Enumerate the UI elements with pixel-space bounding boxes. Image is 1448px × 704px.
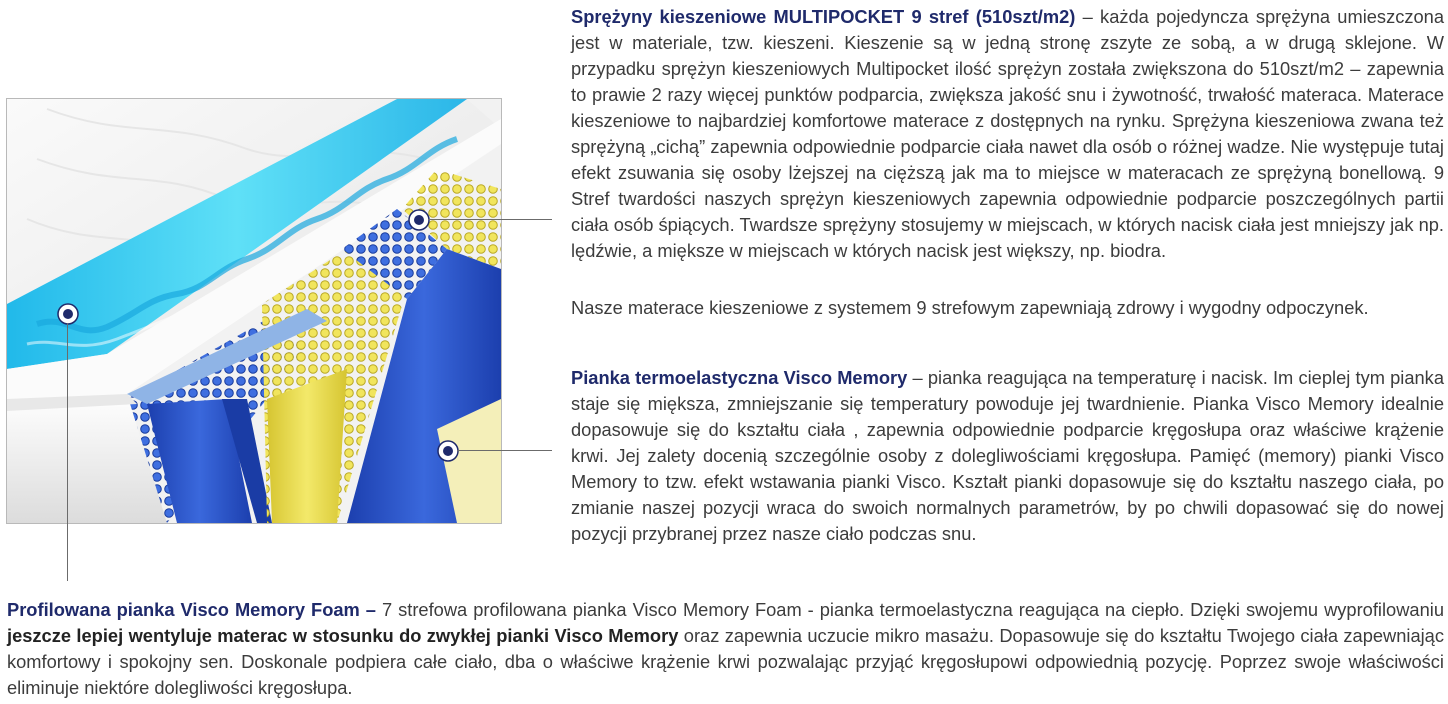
pocket-springs-text: – każda pojedyncza sprężyna umieszczona jest w materiale, tzw. kieszeni. Kieszenie są w jedną stronę zszyte ze sobą, a w drugą sklejone. W przypadku sprężyn kieszeniowych Multipocket ilość sprężyn została zwiększona do 510szt/m2 – zapewnia to prawie 2 razy więcej punktów podparcia, zwiększa jakość snu i żywotność, trwałość materaca. Materace kieszeniowe to najbardziej komfortowe materace z dostępnych na rynku. Sprężyna kieszeniowa zwana też sprężyną „cichą” zapewnia odpowiednie podparcie ciała nawet dla osób o różnej wadze. Nie występuje tutaj efekt zsuwania się osoby lżejszej na cięższą jak ma to miejsce w materacach ze sprężyną bonellową. 9 Stref twardości naszych sprężyn kieszeniowych zapewnia odpowiednie podparcie poszczególnych partii ciała osób śpiących. Twardsze sprężyny stosujemy w miejscach, w których nacisk ciała jest mniejszy jak np. lędźwie, a miększe w miejscach w których nacisk jest większy, np. biodra. <box>571 6 1444 261</box>
mattress-cross-section-image <box>6 98 502 524</box>
profiled-foam-emphasis: jeszcze lepiej wentyluje materac w stosunku do zwykłej pianki Visco Memory <box>7 625 679 646</box>
profiled-foam-text-b: oraz zapewnia uczucie mikro masażu. Dopasowuje się do kształtu Twojego ciała zapewniając komfortowy i spokojny sen. Doskonale podpiera całe ciało, dba o właściwe krążenie krwi pozwalając przyjąć kręgosłupowi odpowiednią pozycję. Poprzez swoje właściwości eliminuje niektóre dolegliwości kręgosłupa. <box>7 625 1444 698</box>
marker-memory-foam-icon <box>438 441 458 461</box>
leader-line-pocket-springs <box>428 219 552 220</box>
visco-memory-heading: Pianka termoelastyczna Visco Memory <box>571 367 908 388</box>
pocket-springs-description <box>571 4 1444 264</box>
leader-line-visco-memory <box>457 450 552 451</box>
visco-memory-description <box>571 365 1444 547</box>
marker-pocket-springs-icon <box>409 210 429 230</box>
mattress-illustration <box>7 99 501 523</box>
visco-memory-text: – pianka reagująca na temperaturę i nacisk. Im cieplej tym pianka staje się miększa, zmniejszanie się temperatury powoduje jej twardnienie. Pianka Visco Memory idealnie dopasowuje się do kształtu ciała , zapewnia odpowiednie podparcie kręgosłupa oraz właściwe krążenie krwi. Jej zalety docenią szczególnie osoby z dolegliwościami kręgosłupa. Pamięć (memory) pianki Visco Memory to tzw. efekt wstawania pianki Visco. Kształt pianki dopasowuje się do kształtu naszego ciała, po zmianie naszej pozycji wraca do swoich normalnych parametrów, by po chwili dopasować się do nowej pozycji przybranej przez nasze ciało podczas snu. <box>571 367 1444 544</box>
profiled-foam-text-a: 7 strefowa profilowana pianka Visco Memory Foam - pianka termoelastyczna reagująca na ciepło. Dzięki swojemu wyprofilowaniu <box>375 599 1444 620</box>
profiled-foam-description <box>7 597 1444 701</box>
pocket-springs-heading: Sprężyny kieszeniowe MULTIPOCKET 9 stref (510szt/m2) <box>571 6 1076 27</box>
marker-visco-layer-icon <box>58 304 78 324</box>
leader-line-profiled-foam <box>67 323 68 581</box>
profiled-foam-heading: Profilowana pianka Visco Memory Foam – <box>7 599 376 620</box>
pocket-springs-closing: Nasze materace kieszeniowe z systemem 9 strefowym zapewniają zdrowy i wygodny odpoczynek. <box>571 297 1369 318</box>
